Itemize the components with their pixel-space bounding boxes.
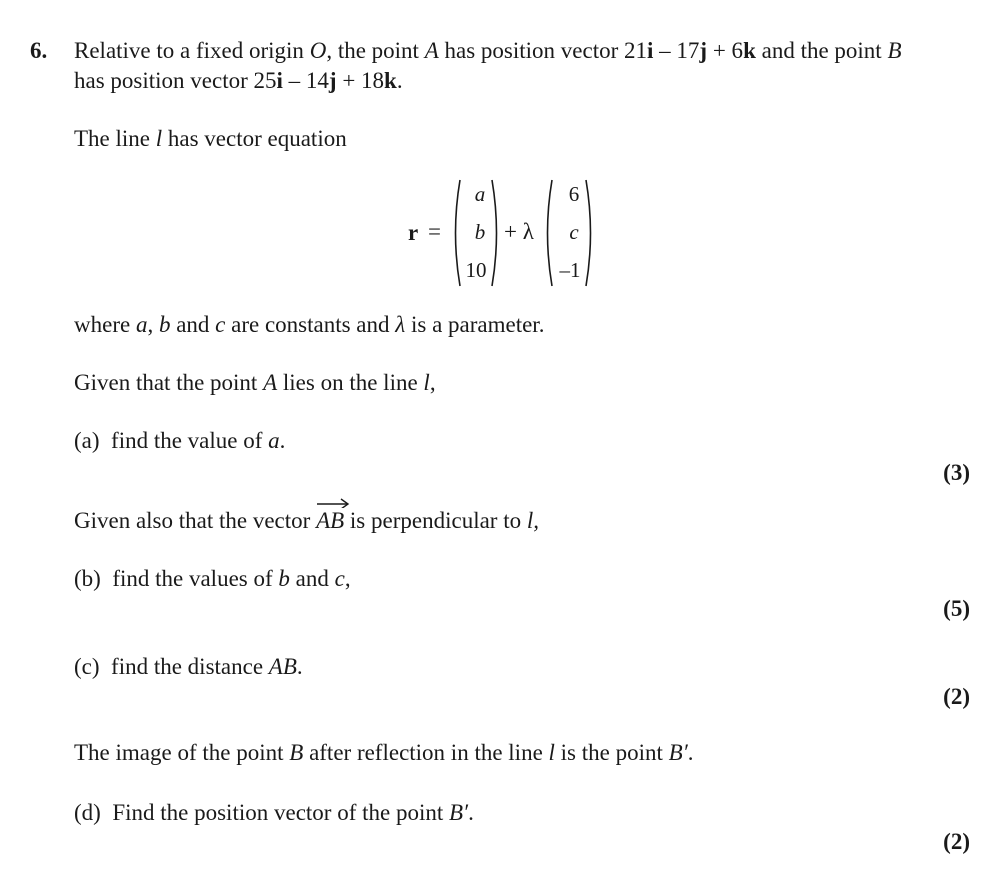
intro-line-1: Relative to a fixed origin O, the point A has position vector 21i – 17j + 6k and the point B: [74, 38, 902, 63]
part-a-label: (a): [74, 428, 100, 453]
part-a-marks: (3): [943, 460, 970, 485]
part-b-marks: (5): [943, 596, 970, 621]
v2-row-3: –1: [559, 258, 581, 282]
given-sentence: Given that the point A lies on the line l,: [74, 370, 436, 395]
part-d: (d) Find the position vector of the point B′.: [74, 800, 474, 825]
where-sentence: where a, b and c are constants and λ is a parameter.: [74, 312, 545, 337]
line-sentence: The line l has vector equation: [74, 126, 347, 151]
part-b-label: (b): [74, 566, 101, 591]
v2-row-1: 6: [568, 182, 580, 206]
v1-row-3: 10: [465, 258, 487, 282]
vector-arrow-icon: [316, 496, 350, 508]
part-d-label: (d): [74, 800, 101, 825]
vector-equation: [404, 178, 604, 290]
given-also-sentence: Given also that the vector AB is perpendicular to l,: [74, 508, 539, 534]
v1-row-1: a: [474, 182, 486, 206]
equation-equals: =: [428, 219, 441, 244]
intro-line-2: has position vector 25i – 14j + 18k.: [74, 68, 403, 93]
part-a: (a) find the value of a.: [74, 428, 286, 453]
part-d-marks: (2): [943, 829, 970, 854]
part-c: (c) find the distance AB.: [74, 654, 303, 679]
v2-row-2: c: [569, 220, 579, 244]
equation-lhs: r: [408, 220, 419, 245]
right-paren-2: [584, 178, 596, 288]
part-b: (b) find the values of b and c,: [74, 566, 351, 591]
v1-row-2: b: [474, 220, 486, 244]
vector-ab: AB: [316, 508, 344, 534]
part-c-label: (c): [74, 654, 100, 679]
part-c-marks: (2): [943, 684, 970, 709]
image-sentence: The image of the point B after reflection in the line l is the point B′.: [74, 740, 694, 765]
right-paren-1: [490, 178, 502, 288]
plus-lambda: + λ: [504, 219, 534, 244]
question-number: 6.: [30, 38, 48, 63]
